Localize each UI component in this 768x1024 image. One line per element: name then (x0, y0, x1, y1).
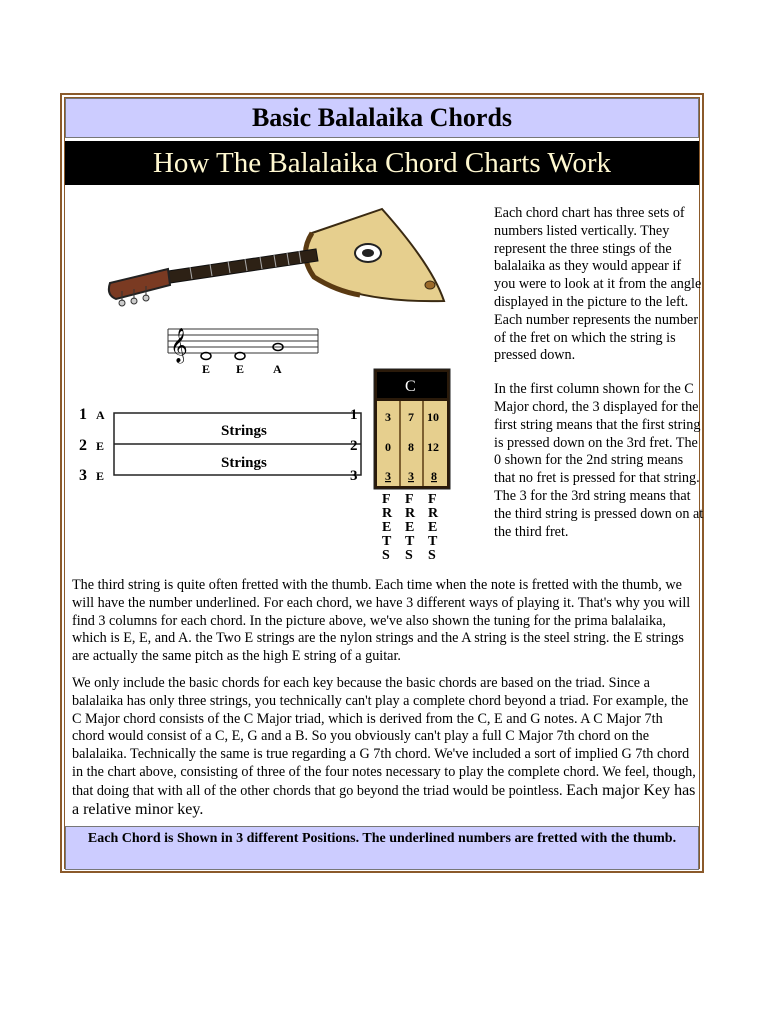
chart-cell: 8 (408, 440, 414, 454)
chart-cell-underlined: 3 (385, 469, 391, 483)
explanation-paragraph: In the first column shown for the C Major chord, the 3 displayed for the first string means that the first string is pressed down on the 3rd fret. The 0 shown for the 2nd string means that no fret is pressed for that string. The 3 for the 3rd string means that the third string is pressed down on at the third fret. (494, 381, 704, 540)
string-end-number: 2 (350, 438, 358, 454)
page-frame (60, 93, 704, 873)
section-heading: How The Balalaika Chord Charts Work (65, 141, 699, 185)
treble-clef-icon: 𝄞 (170, 329, 188, 362)
chart-cell: 7 (408, 410, 414, 424)
staff-note-label: E (202, 362, 211, 376)
frets-letter: R (405, 506, 416, 521)
strings-label: Strings (221, 455, 267, 471)
frets-letter: R (382, 506, 393, 521)
frets-letter: S (382, 548, 390, 563)
frets-letter: T (405, 534, 415, 549)
string-note: E (96, 469, 105, 483)
relative-minor-note: Each major Key has a relative minor key. (72, 781, 696, 818)
explanation-paragraph: Each chord chart has three sets of numbers listed vertically. They represent the three stings of the balalaika as they would appear if you were to look at it from the angle displayed in the picture to the left. Each number represents the number of the fret on which the string is pressed down. (494, 205, 702, 364)
tuning-staff (160, 321, 320, 377)
string-number: 2 (79, 437, 87, 454)
chord-name: C (405, 378, 416, 395)
staff-note-label: A (273, 362, 282, 376)
chart-cell: 12 (427, 440, 439, 454)
string-number: 3 (79, 467, 87, 484)
page-title: Basic Balalaika Chords (65, 98, 699, 138)
strings-diagram (74, 397, 374, 487)
frets-letter: F (428, 492, 437, 507)
footer-note: Each Chord is Shown in 3 different Positions. The underlined numbers are fretted with the thumb. (65, 826, 699, 870)
string-note: A (96, 408, 105, 422)
chord-chart-c (372, 367, 454, 567)
frets-letter: S (428, 548, 436, 563)
frets-letter: E (405, 520, 415, 535)
chart-explanation (494, 205, 704, 557)
frets-letter: T (428, 534, 438, 549)
strings-label: Strings (221, 423, 267, 439)
frets-letter: T (382, 534, 392, 549)
frets-letter: F (382, 492, 391, 507)
chart-cell-underlined: 8 (431, 469, 437, 483)
string-end-number: 1 (350, 407, 358, 423)
body-paragraph-thumb: The third string is quite often fretted with the thumb. Each time when the note is fretted with the thumb, we will have the number underlined. For each chord, we have 3 different ways of playing it. That's why you will find 3 columns for each chord. In the picture above, we've also shown the tuning for the prima balalaika, which is E, E, and A. the Two E strings are the nylon strings and the A string is the steel string. the E strings are actually the same pitch as the high E string of a guitar. (72, 577, 691, 665)
string-number: 1 (79, 406, 87, 423)
triad-text: We only include the basic chords for each key because the basic chords are based on the triad. Since a balalaika has only three strings, you technically can't play a complete chord beyond a triad. For example, the C Major chord consists of the C Major triad, which is derived from the C, E and G notes. A C Major 7th chord would consist of a C, E, G and a B. So you obviously can't play a full C Major 7th chord on the balalaika. Technically the same is true regarding a G 7th chord. We've included a sort of implied G 7th chord in the chart above, consisting of three of the four notes necessary to play the complete chord. We feel, though, that doing that with all of the other chords that go beyond the triad would be pointless. (72, 675, 696, 799)
chart-cell: 10 (427, 410, 439, 424)
string-note: E (96, 439, 105, 453)
chart-cell-underlined: 3 (408, 469, 414, 483)
balalaika-illustration (100, 203, 450, 313)
string-end-number: 3 (350, 468, 358, 484)
chart-cell: 3 (385, 410, 391, 424)
frets-letter: E (428, 520, 438, 535)
staff-note-label: E (236, 362, 245, 376)
frets-letter: S (405, 548, 413, 563)
chart-cell: 0 (385, 440, 391, 454)
body-paragraph-triad (72, 675, 698, 819)
frets-letter: F (405, 492, 414, 507)
frets-letter: E (382, 520, 392, 535)
frets-letter: R (428, 506, 439, 521)
